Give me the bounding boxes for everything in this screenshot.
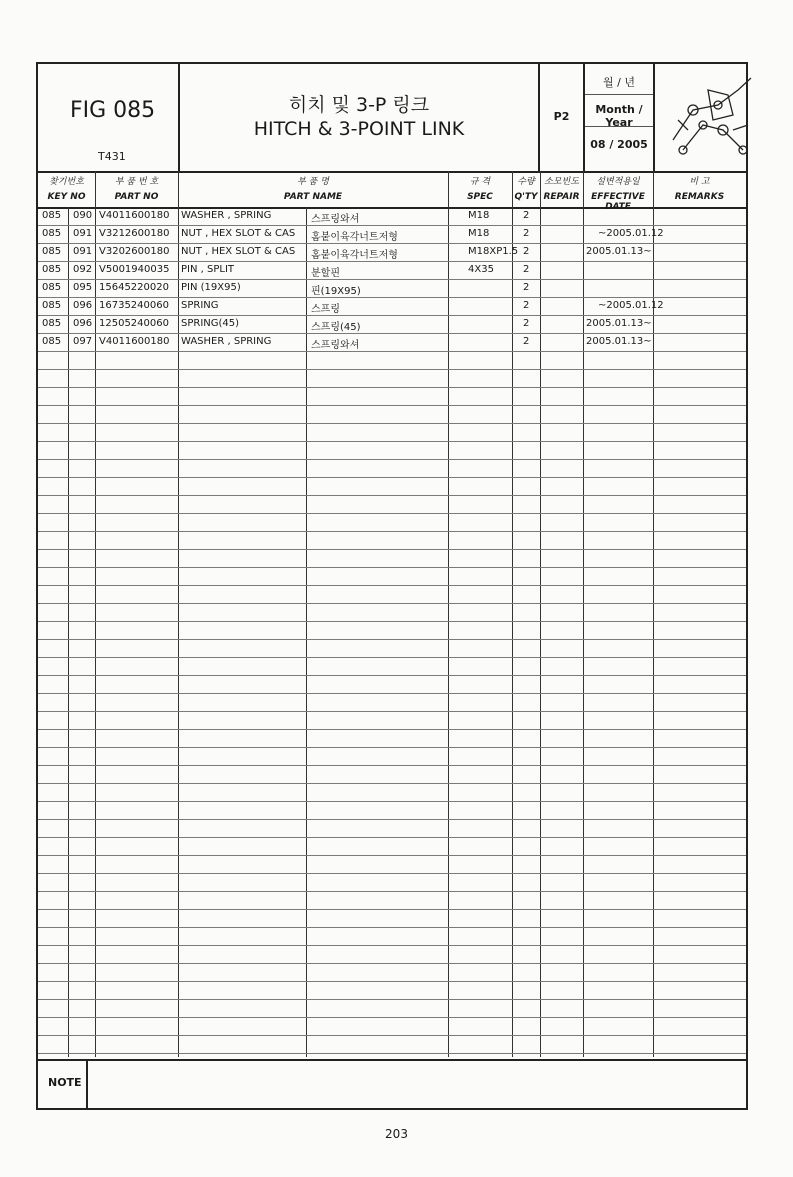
row-rule [38, 639, 746, 640]
cell-qty: 2 [523, 282, 530, 293]
page-code: P2 [553, 110, 570, 123]
row-rule [38, 747, 746, 748]
col-spec [448, 171, 512, 207]
cell-qty: 2 [523, 210, 530, 221]
cell-effective-date: ~2005.01.12 [598, 300, 664, 311]
cell-part-name-en: WASHER , SPRING [181, 336, 272, 347]
cell-key-no: 095 [73, 282, 93, 293]
row-rule [38, 459, 746, 460]
cell-part-name-en: NUT , HEX SLOT & CAS [181, 228, 296, 239]
row-rule [38, 495, 746, 496]
cell-part-no: V4011600180 [99, 336, 170, 347]
table-row [38, 333, 746, 351]
col-part-name [178, 171, 448, 207]
cell-key-no: 090 [73, 210, 93, 221]
table-row [38, 315, 746, 333]
cell-part-name-en: NUT , HEX SLOT & CAS [181, 246, 296, 257]
col-eff-ko: 설변적용일 [596, 177, 640, 187]
col-part-no-en: PART NO [114, 192, 159, 202]
row-rule [38, 387, 746, 388]
note-section [38, 1059, 746, 1110]
divider [86, 1061, 88, 1110]
date-cell [585, 64, 655, 171]
divider [585, 94, 653, 95]
title-english: HITCH & 3-POINT LINK [253, 118, 465, 140]
cell-key-no: 097 [73, 336, 93, 347]
page-number: 203 [385, 1127, 408, 1141]
cell-fig: 085 [42, 300, 62, 311]
table-row [38, 261, 746, 279]
cell-part-no: 15645220020 [99, 282, 169, 293]
cell-part-name-ko: 분할핀 [311, 268, 340, 279]
row-rule [38, 999, 746, 1000]
col-remarks [653, 171, 746, 207]
col-repair-ko: 소모빈도 [544, 177, 579, 187]
row-rule [38, 711, 746, 712]
cell-part-name-en: PIN , SPLIT [181, 264, 235, 275]
table-row [38, 297, 746, 315]
cell-fig: 085 [42, 246, 62, 257]
col-repair-en: REPAIR [543, 192, 580, 202]
row-rule [38, 981, 746, 982]
cell-part-name-en: SPRING(45) [181, 318, 240, 329]
logo-cell [655, 64, 746, 171]
title-korean: 히치 및 3-P 링크 [288, 94, 430, 116]
row-rule [38, 621, 746, 622]
row-rule [38, 549, 746, 550]
col-repair [540, 171, 583, 207]
col-part-name-ko: 부 품 명 [297, 177, 329, 187]
row-rule [38, 1053, 746, 1054]
row-rule [38, 963, 746, 964]
row-rule [38, 585, 746, 586]
cell-part-name-ko: 스프링(45) [311, 322, 361, 333]
cell-part-no: V3202600180 [99, 246, 170, 257]
cell-part-name-ko: 스프링와셔 [311, 214, 360, 225]
parts-list-frame [36, 62, 748, 1110]
cell-part-name-en: SPRING [181, 300, 219, 311]
row-rule [38, 729, 746, 730]
row-rule [38, 819, 746, 820]
col-qty-ko: 수량 [517, 177, 535, 187]
row-rule [38, 765, 746, 766]
cell-key-no: 092 [73, 264, 93, 275]
row-rule [38, 369, 746, 370]
row-rule [38, 693, 746, 694]
col-remarks-ko: 비 고 [689, 177, 710, 187]
cell-part-no: V3212600180 [99, 228, 170, 239]
cell-key-no: 091 [73, 228, 93, 239]
row-rule [38, 927, 746, 928]
cell-effective-date: 2005.01.13~ [586, 318, 652, 329]
col-spec-ko: 규 격 [469, 177, 491, 187]
col-part-no-ko: 부 품 번 호 [114, 177, 159, 187]
col-qty-en: Q'TY [514, 192, 538, 202]
cell-qty: 2 [523, 264, 530, 275]
row-rule [38, 441, 746, 442]
col-key-en: KEY NO [47, 192, 86, 202]
col-key-ko: 찾기번호 [49, 177, 84, 187]
cell-fig: 085 [42, 264, 62, 275]
fig-number: FIG 085 [70, 98, 156, 123]
row-rule [38, 513, 746, 514]
cell-key-no: 091 [73, 246, 93, 257]
row-rule [38, 423, 746, 424]
table-row [38, 207, 746, 225]
cell-qty: 2 [523, 246, 530, 257]
cell-fig: 085 [42, 336, 62, 347]
cell-spec: M18 [468, 228, 490, 239]
cell-part-no: 12505240060 [99, 318, 169, 329]
col-qty [512, 171, 540, 207]
row-rule [38, 1035, 746, 1036]
col-effective-date [583, 171, 653, 212]
cell-spec: M18XP1.5 [468, 246, 519, 257]
col-part-name-en: PART NAME [283, 192, 343, 202]
row-rule [38, 945, 746, 946]
col-key [38, 171, 95, 207]
fig-cell [38, 64, 180, 171]
parts-table-body [38, 207, 746, 1057]
row-rule [38, 801, 746, 802]
cell-effective-date: 2005.01.13~ [586, 336, 652, 347]
cell-part-name-ko: 스프링와셔 [311, 340, 360, 351]
cell-part-no: 16735240060 [99, 300, 169, 311]
cell-effective-date: ~2005.01.12 [598, 228, 664, 239]
col-eff-en: EFFECTIVE DATE [591, 192, 645, 212]
col-spec-en: SPEC [467, 192, 493, 202]
cell-fig: 085 [42, 210, 62, 221]
cell-key-no: 096 [73, 300, 93, 311]
row-rule [38, 891, 746, 892]
cell-spec: 4X35 [468, 264, 494, 275]
row-rule [38, 405, 746, 406]
table-row [38, 225, 746, 243]
table-row [38, 243, 746, 261]
cell-part-name-ko: 핀(19X95) [311, 286, 361, 297]
row-rule [38, 855, 746, 856]
cell-key-no: 096 [73, 318, 93, 329]
row-rule [38, 531, 746, 532]
cell-part-name-ko: 스프링 [311, 304, 340, 315]
page-code-cell [540, 64, 585, 171]
cell-spec: M18 [468, 210, 490, 221]
row-rule [38, 909, 746, 910]
cell-qty: 2 [523, 318, 530, 329]
row-rule [38, 783, 746, 784]
cell-part-no: V4011600180 [99, 210, 170, 221]
row-rule [38, 837, 746, 838]
note-label: NOTE [48, 1076, 82, 1089]
cell-qty: 2 [523, 300, 530, 311]
date-label-english: Month / Year [595, 103, 643, 129]
row-rule [38, 351, 746, 352]
row-rule [38, 657, 746, 658]
model-code: T431 [98, 150, 126, 163]
title-cell [180, 64, 540, 171]
cell-effective-date: 2005.01.13~ [586, 246, 652, 257]
cell-fig: 085 [42, 228, 62, 239]
col-remarks-en: REMARKS [674, 192, 725, 202]
row-rule [38, 603, 746, 604]
page-header [38, 64, 746, 173]
cell-part-name-en: WASHER , SPRING [181, 210, 272, 221]
cell-fig: 085 [42, 318, 62, 329]
table-row [38, 279, 746, 297]
divider [585, 126, 653, 127]
col-part-no [95, 171, 178, 207]
cell-part-no: V5001940035 [99, 264, 170, 275]
date-label-korean: 월 / 년 [603, 76, 635, 89]
cell-part-name-en: PIN (19X95) [181, 282, 241, 293]
row-rule [38, 567, 746, 568]
row-rule [38, 1017, 746, 1018]
cell-fig: 085 [42, 282, 62, 293]
cell-part-name-ko: 홈붙이육각너트저형 [311, 232, 398, 243]
row-rule [38, 873, 746, 874]
cell-qty: 2 [523, 228, 530, 239]
tractor-hitch-icon [663, 70, 758, 165]
date-value: 08 / 2005 [590, 138, 648, 151]
row-rule [38, 675, 746, 676]
cell-part-name-ko: 홈붙이육각너트저형 [311, 250, 398, 261]
column-header-row [38, 171, 746, 212]
row-rule [38, 477, 746, 478]
cell-qty: 2 [523, 336, 530, 347]
